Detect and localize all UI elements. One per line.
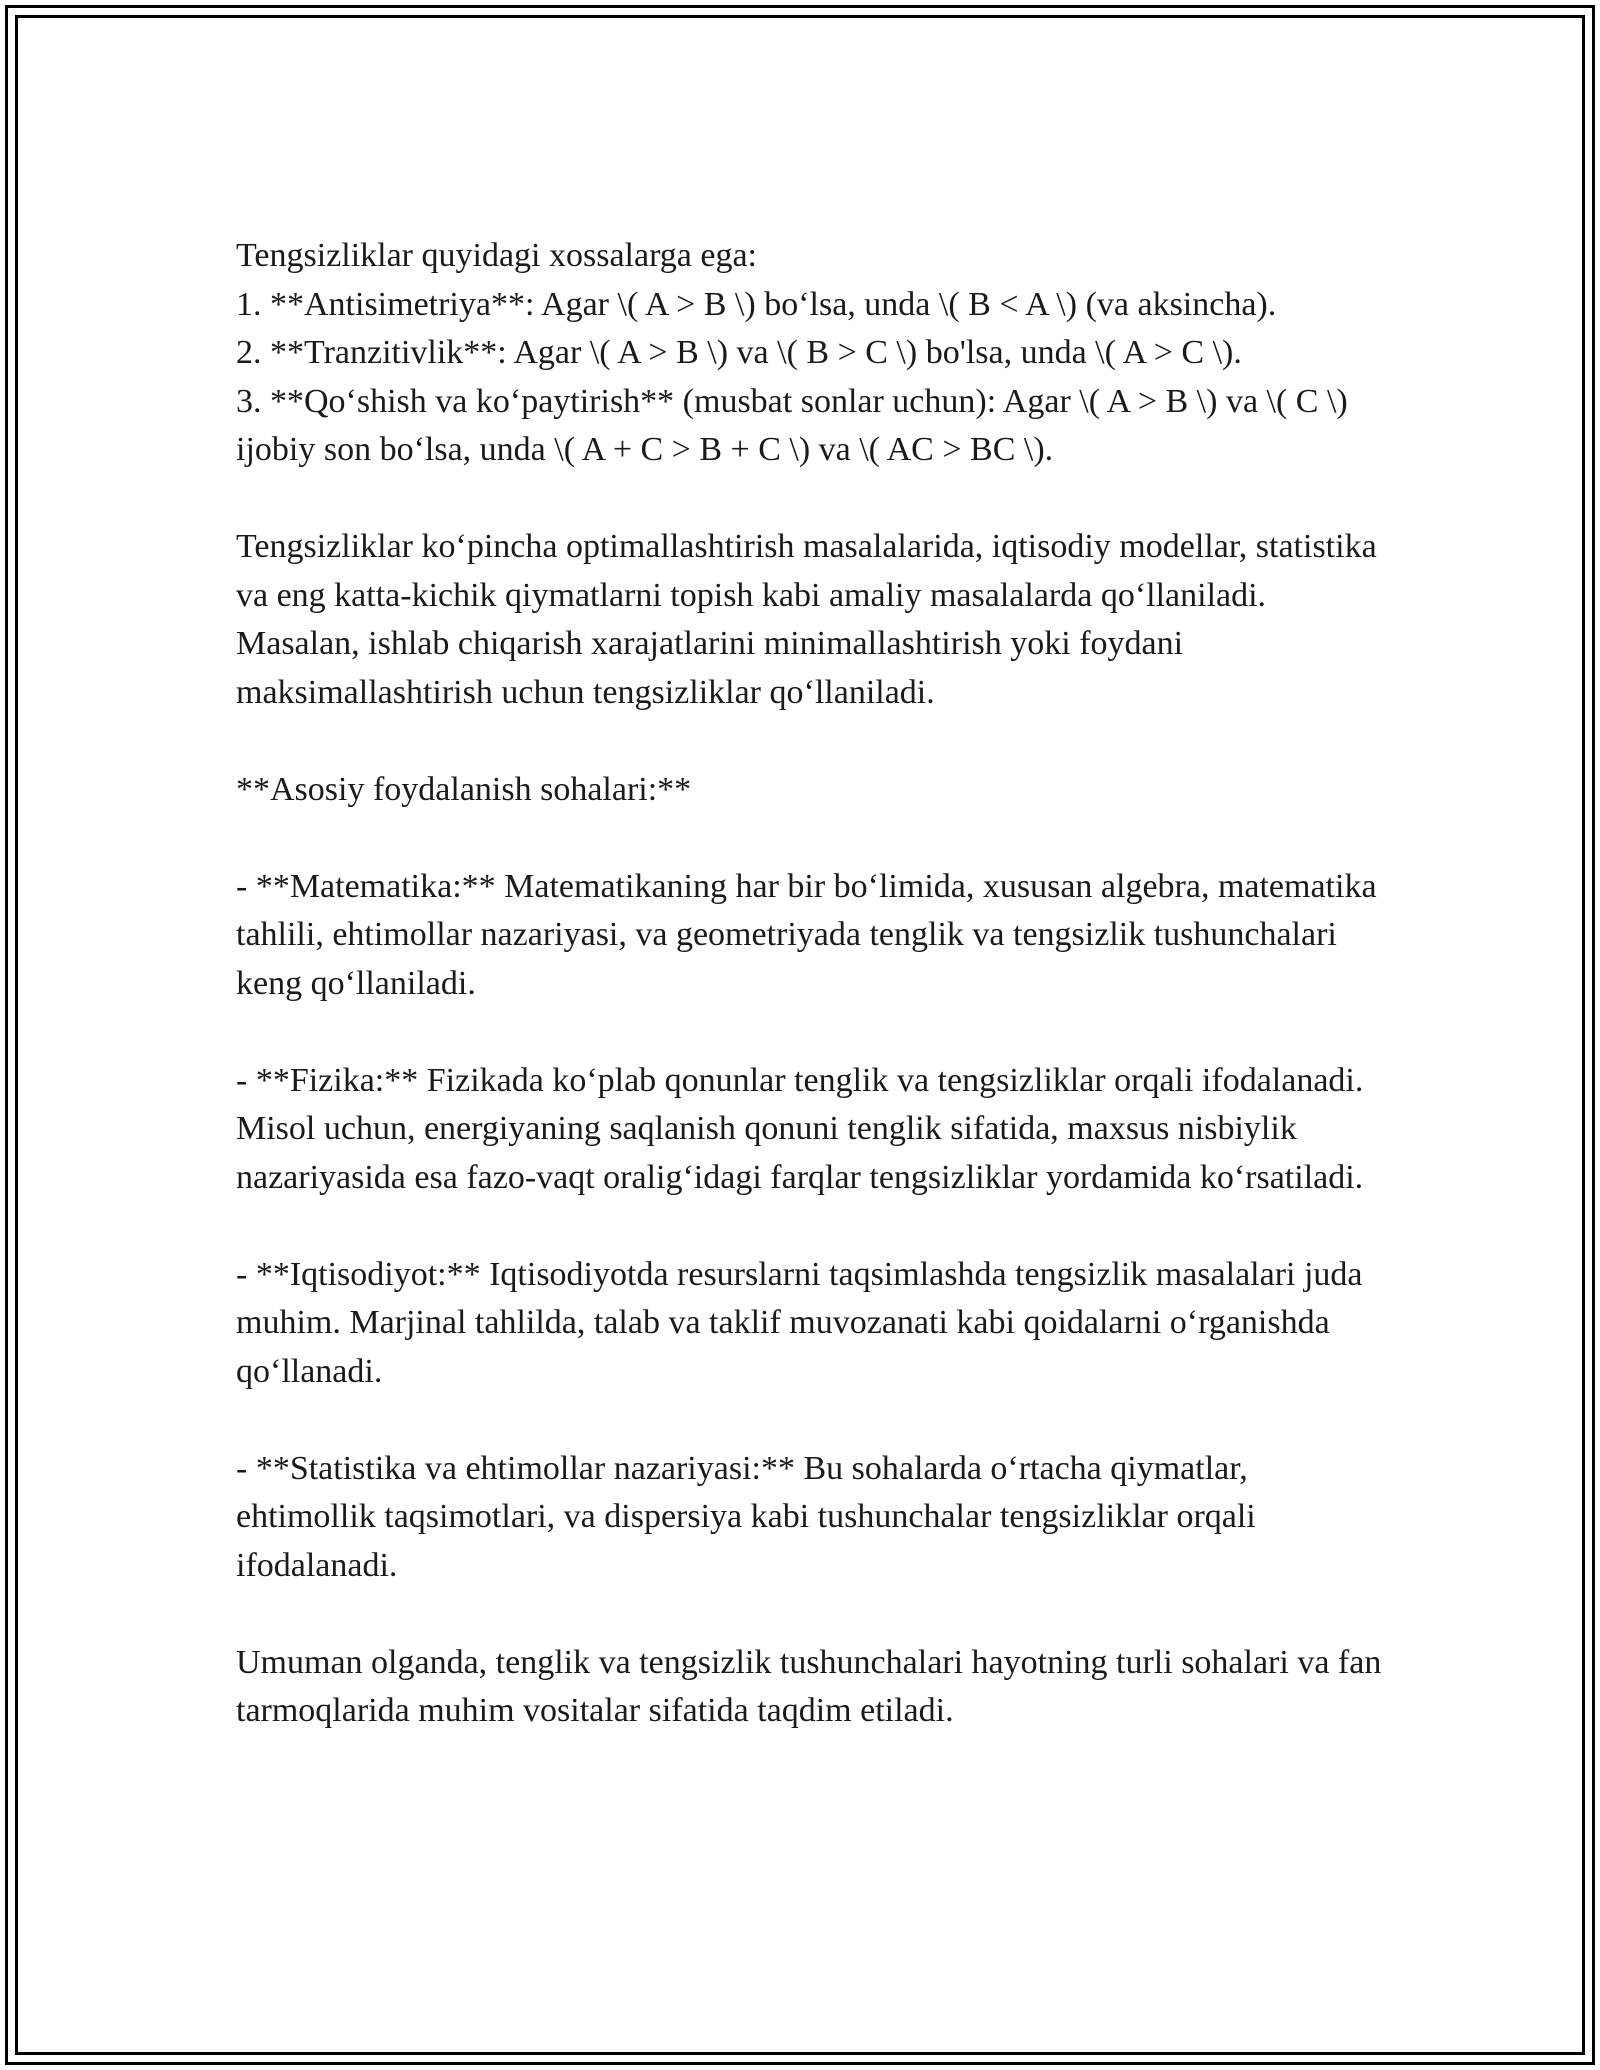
spacer	[236, 1008, 1386, 1057]
property-item-transitivity: 2. **Tranzitivlik**: Agar \( A > B \) va \( B > C \) bo'lsa, unda \( A > C \).	[236, 334, 1242, 371]
intro-line: Tengsizliklar quyidagi xossalarga ega:	[236, 237, 758, 274]
document-body	[236, 232, 1386, 1736]
field-item-statistics: - **Statistika va ehtimollar nazariyasi:** Bu sohalarda o‘rtacha qiymatlar, ehtimollik taqsimotlari, va dispersiya kabi tushunchalar tengsizliklar orqali ifodalanadi.	[236, 1449, 1256, 1584]
spacer	[236, 475, 1386, 524]
field-item-physics: - **Fizika:** Fizikada ko‘plab qonunlar tenglik va tengsizliklar orqali ifodalanadi. Misol uchun, energiyaning saqlanish qonuni tenglik sifatida, maxsus nisbiylik nazariyasida esa fazo-vaqt oralig‘idagi farqlar tengsizliklar yordamida ko‘rsatiladi.	[236, 1061, 1364, 1196]
property-item-antisymmetry: 1. **Antisimetriya**: Agar \( A > B \) bo‘lsa, unda \( B < A \) (va aksincha).	[236, 285, 1277, 323]
property-item-addition-multiplication: 3. **Qo‘shish va ko‘paytirish** (musbat sonlar uchun): Agar \( A > B \) va \( C \) ijobiy son bo‘lsa, unda \( A + C > B + C \) va \( AC > BC \).	[236, 382, 1348, 468]
field-item-mathematics: - **Matematika:** Matematikaning har bir bo‘limida, xususan algebra, matematika tahlili, ehtimollar nazariyasi, va geometriyada tenglik va tengsizlik tushunchalari keng qo‘llaniladi.	[236, 867, 1377, 1002]
spacer	[236, 1396, 1386, 1445]
spacer	[236, 1590, 1386, 1639]
spacer	[236, 814, 1386, 863]
conclusion-paragraph: Umuman olganda, tenglik va tengsizlik tushunchalari hayotning turli sohalari va fan tarmoqlarida muhim vositalar sifatida taqdim etiladi.	[236, 1643, 1382, 1729]
applications-paragraph: Tengsizliklar ko‘pincha optimallashtirish masalalarida, iqtisodiy modellar, statistika va eng katta-kichik qiymatlarni topish kabi amaliy masalalarda qo‘llaniladi. Masalan, ishlab chiqarish xarajatlarini minimallashtirish yoki foydani maksimallashtirish uchun tengsizliklar qo‘llaniladi.	[236, 528, 1377, 711]
spacer	[236, 717, 1386, 766]
fields-heading: **Asosiy foydalanish sohalari:**	[236, 770, 692, 808]
spacer	[236, 1202, 1386, 1251]
field-item-economics: - **Iqtisodiyot:** Iqtisodiyotda resurslarni taqsimlashda tengsizlik masalalari juda muhim. Marjinal tahlilda, talab va taklif muvozanati kabi qoidalarni o‘rganishda qo‘llanadi.	[236, 1255, 1363, 1390]
